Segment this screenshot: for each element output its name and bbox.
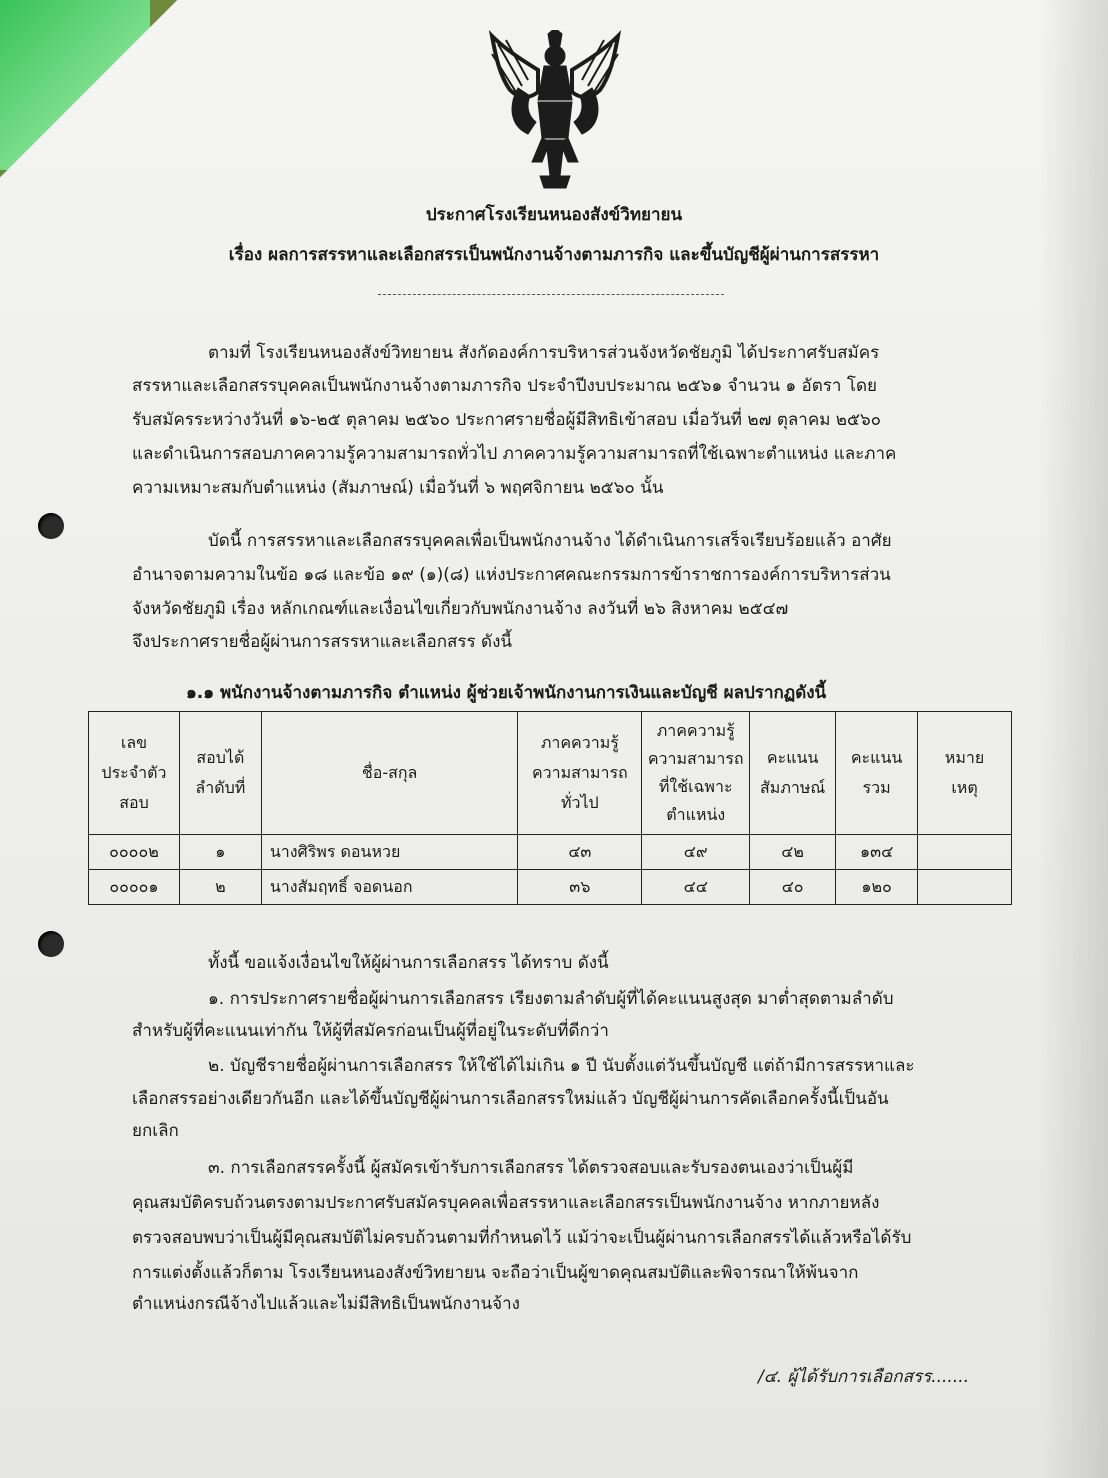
condition-line: ๑. การประกาศรายชื่อผู้ผ่านการเลือกสรร เรียงตามลำดับผู้ที่ได้คะแนนสูงสุด มาต่ำสุดตามลำดับ: [208, 989, 894, 1009]
header-general-knowledge: ภาคความรู้ ความสามารถ ทั่วไป: [518, 712, 642, 835]
conditions-intro: ทั้งนี้ ขอแจ้งเงื่อนไขให้ผู้ผ่านการเลือกสรร ได้ทราบ ดังนี้: [208, 953, 609, 973]
cell-total-score: ๑๓๔: [836, 835, 918, 870]
cell-name: นางศิริพร ดอนหวย: [261, 835, 518, 870]
punch-hole-bottom: [38, 931, 64, 957]
continuation-note: /๔. ผู้ได้รับการเลือกสรร.......: [758, 1367, 970, 1387]
cell-interview-score: ๔๐: [750, 870, 836, 905]
divider: [378, 294, 724, 295]
header-remarks: หมาย เหตุ: [918, 712, 1012, 835]
paragraph-line: รับสมัครระหว่างวันที่ ๑๖-๒๕ ตุลาคม ๒๕๖๐ ประกาศรายชื่อผู้มีสิทธิเข้าสอบ เมื่อวันที่ ๒๗ ตุลาคม ๒๕๖๐: [132, 410, 882, 430]
cell-rank: ๑: [179, 835, 261, 870]
cell-general-knowledge: ๓๖: [518, 870, 642, 905]
results-table: [88, 711, 1012, 905]
condition-line: ยกเลิก: [132, 1121, 179, 1141]
header-exam-id: เลข ประจำตัว สอบ: [89, 712, 180, 835]
header-specific-knowledge: ภาคความรู้ ความสามารถ ที่ใช้เฉพาะ ตำแหน่ง: [642, 712, 750, 835]
condition-line: เลือกสรรอย่างเดียวกันอีก และได้ขึ้นบัญชีผู้ผ่านการเลือกสรรใหม่แล้ว บัญชีผู้ผ่านการคัดเลือกครั้งนี้เป็นอัน: [132, 1089, 889, 1109]
paragraph-line: จึงประกาศรายชื่อผู้ผ่านการสรรหาและเลือกสรร ดังนี้: [132, 632, 513, 652]
cell-total-score: ๑๒๐: [836, 870, 918, 905]
paragraph-line: และดำเนินการสอบภาคความรู้ความสามารถทั่วไป ภาคความรู้ความสามารถที่ใช้เฉพาะตำแหน่ง และภาค: [132, 444, 897, 464]
header-total-score: คะแนน รวม: [836, 712, 918, 835]
cell-exam-id: ๐๐๐๐๑: [89, 870, 180, 905]
paragraph-line: ตามที่ โรงเรียนหนองสังข์วิทยายน สังกัดองค์การบริหารส่วนจังหวัดชัยภูมิ ได้ประกาศรับสมัคร: [208, 343, 880, 363]
announcement-title: ประกาศโรงเรียนหนองสังข์วิทยายน: [425, 205, 683, 225]
table-row: [89, 835, 1012, 870]
condition-line: ๓. การเลือกสรรครั้งนี้ ผู้สมัครเข้ารับการเลือกสรร ได้ตรวจสอบและรับรองตนเองว่าเป็นผู้มี: [208, 1158, 854, 1178]
condition-line: ๒. บัญชีรายชื่อผู้ผ่านการเลือกสรร ให้ใช้ได้ไม่เกิน ๑ ปี นับตั้งแต่วันขึ้นบัญชี แต่ถ้ามีการสรรหาและ: [208, 1056, 915, 1076]
paragraph-line: จังหวัดชัยภูมิ เรื่อง หลักเกณฑ์และเงื่อนไขเกี่ยวกับพนักงานจ้าง ลงวันที่ ๒๖ สิงหาคม ๒๕๔๗: [132, 599, 789, 619]
condition-line: คุณสมบัติครบถ้วนตรงตามประกาศรับสมัครบุคคลเพื่อสรรหาและเลือกสรรเป็นพนักงานจ้าง หากภายหลัง: [132, 1193, 880, 1213]
cell-specific-knowledge: ๔๔: [642, 870, 750, 905]
garuda-emblem-icon: [488, 30, 622, 190]
condition-line: ตรวจสอบพบว่าเป็นผู้มีคุณสมบัติไม่ครบถ้วนตามที่กำหนดไว้ แม้ว่าจะเป็นผู้ผ่านการเลือกสรรได้แล้วหรือได้รับ: [132, 1228, 912, 1248]
table-header-row: [89, 712, 1012, 835]
section-heading: ๑.๑ พนักงานจ้างตามภารกิจ ตำแหน่ง ผู้ช่วยเจ้าพนักงานการเงินและบัญชี ผลปรากฏดังนี้: [186, 683, 827, 703]
cell-exam-id: ๐๐๐๐๒: [89, 835, 180, 870]
cell-interview-score: ๔๒: [750, 835, 836, 870]
cell-remarks: [918, 835, 1012, 870]
cell-general-knowledge: ๔๓: [518, 835, 642, 870]
paragraph-line: สรรหาและเลือกสรรบุคคลเป็นพนักงานจ้างตามภารกิจ ประจำปีงบประมาณ ๒๕๖๑ จำนวน ๑ อัตรา โดย: [132, 376, 878, 396]
announcement-subject: เรื่อง ผลการสรรหาและเลือกสรรเป็นพนักงานจ้างตามภารกิจ และขึ้นบัญชีผู้ผ่านการสรรหา: [228, 245, 880, 265]
header-interview-score: คะแนน สัมภาษณ์: [750, 712, 836, 835]
cell-rank: ๒: [179, 870, 261, 905]
paragraph-line: อำนาจตามความในข้อ ๑๘ และข้อ ๑๙ (๑)(๘) แห่งประกาศคณะกรรมการข้าราชการองค์การบริหารส่วน: [132, 565, 891, 585]
header-rank: สอบได้ ลำดับที่: [179, 712, 261, 835]
cell-name: นางสัมฤทธิ์ จอดนอก: [261, 870, 518, 905]
condition-line: ตำแหน่งกรณีจ้างไปแล้วและไม่มีสิทธิเป็นพนักงานจ้าง: [132, 1294, 520, 1314]
condition-line: สำหรับผู้ที่คะแนนเท่ากัน ให้ผู้ที่สมัครก่อนเป็นผู้ที่อยู่ในระดับที่ดีกว่า: [132, 1021, 609, 1041]
cell-specific-knowledge: ๔๙: [642, 835, 750, 870]
paragraph-line: ความเหมาะสมกับตำแหน่ง (สัมภาษณ์) เมื่อวันที่ ๖ พฤศจิกายน ๒๕๖๐ นั้น: [132, 478, 664, 498]
condition-line: การแต่งตั้งแล้วก็ตาม โรงเรียนหนองสังข์วิทยายน จะถือว่าเป็นผู้ขาดคุณสมบัติและพิจารณาให้พ้นจาก: [132, 1263, 859, 1283]
cell-remarks: [918, 870, 1012, 905]
header-name: ชื่อ-สกุล: [261, 712, 518, 835]
punch-hole-top: [38, 513, 64, 539]
paragraph-line: บัดนี้ การสรรหาและเลือกสรรบุคคลเพื่อเป็นพนักงานจ้าง ได้ดำเนินการเสร็จเรียบร้อยแล้ว อาศัย: [208, 531, 892, 551]
table-row: [89, 870, 1012, 905]
